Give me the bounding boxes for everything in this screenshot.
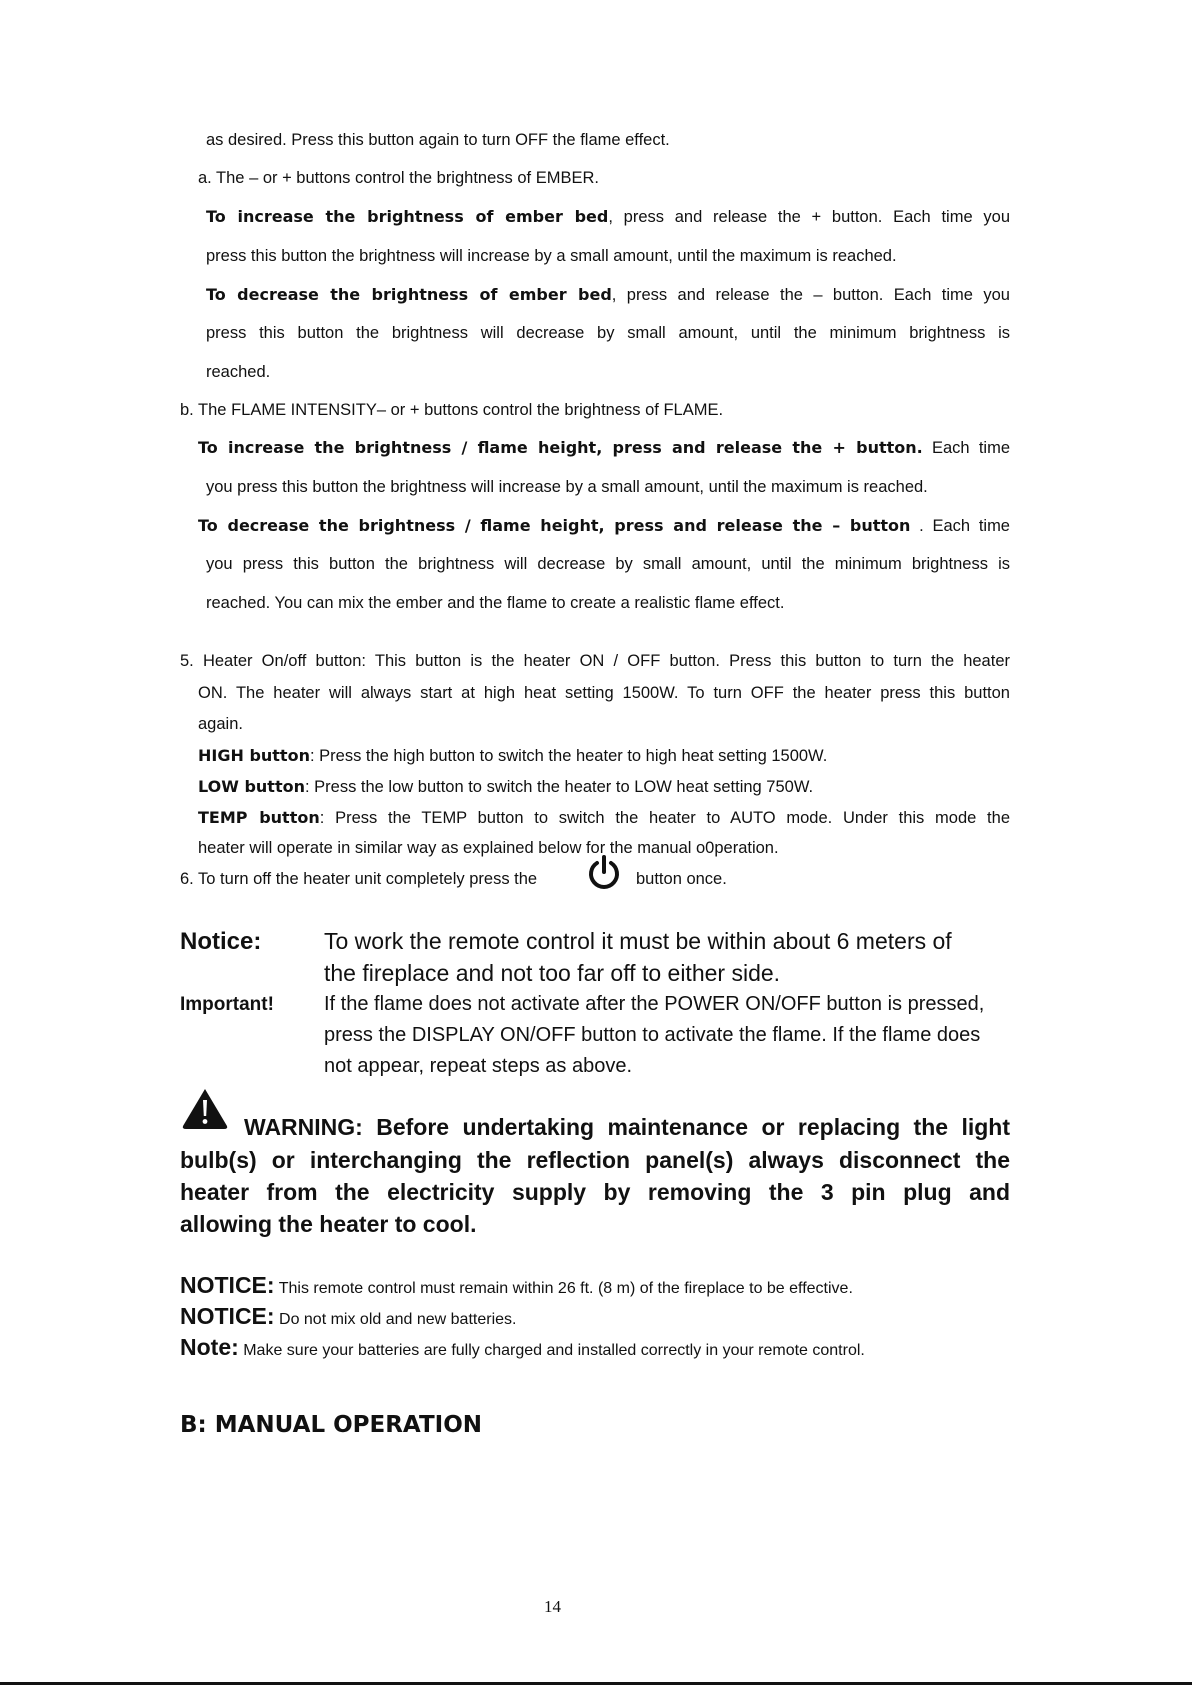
power-icon — [586, 854, 622, 892]
flame-intro: b. The FLAME INTENSITY– or + buttons control the brightness of FLAME. — [180, 401, 724, 419]
low-button-text: : Press the low button to switch the heater to LOW heat setting 750W. — [304, 778, 814, 796]
increase-ember-line — [206, 206, 1010, 228]
temp-button-continuation: heater will operate in similar way as explained below for the manual o0peration. — [198, 839, 779, 857]
notice-text: This remote control must remain within 26 ft. (8 m) of the fireplace to be effective. — [274, 1280, 853, 1297]
heater-line-3: again. — [198, 715, 243, 733]
decrease-flame-heading: To decrease the brightness / flame height, press and release the – button — [198, 516, 911, 535]
important-line-2: press the DISPLAY ON/OFF button to activate the flame. If the flame does — [324, 1024, 981, 1046]
important-line-3: not appear, repeat steps as above. — [324, 1055, 632, 1077]
low-button-label: LOW button — [198, 777, 305, 796]
temp-button-line — [198, 807, 1010, 829]
notice-batteries — [180, 1303, 516, 1330]
important-label: Important! — [180, 994, 274, 1015]
warning-line-2: bulb(s) or interchanging the reflection panel(s) always disconnect the — [180, 1147, 1010, 1173]
increase-flame-heading: To increase the brightness / flame height, press and release the + button. — [198, 438, 923, 457]
turn-off-after: button once. — [636, 870, 727, 888]
note-text: Make sure your batteries are fully charged and installed correctly in your remote control. — [238, 1342, 865, 1359]
high-button-text: : Press the high button to switch the heater to high heat setting 1500W. — [309, 747, 828, 765]
increase-flame-text: Each time — [922, 439, 1010, 457]
note-charged — [180, 1334, 865, 1361]
decrease-flame-continuation: you press this button the brightness will decrease by small amount, until the minimum brightness is — [206, 555, 1010, 573]
page-number: 14 — [544, 1597, 561, 1616]
warning-line-3: heater from the electricity supply by removing the 3 pin plug and — [180, 1179, 1010, 1205]
heater-line-2: ON. The heater will always start at high heat setting 1500W. To turn OFF the heater press this button — [198, 684, 1010, 702]
decrease-ember-line — [206, 284, 1010, 306]
increase-flame-continuation: you press this button the brightness will increase by a small amount, until the maximum is reached. — [206, 478, 928, 496]
important-line-1: If the flame does not activate after the POWER ON/OFF button is pressed, — [324, 993, 985, 1015]
turn-off-before: 6. To turn off the heater unit completely press the — [180, 870, 538, 888]
heater-line-1: 5. Heater On/off button: This button is the heater ON / OFF button. Press this button to turn the heater — [180, 652, 1010, 670]
increase-ember-heading: To increase the brightness of ember bed — [206, 207, 609, 226]
decrease-ember-heading: To decrease the brightness of ember bed — [206, 285, 612, 304]
section-title: B: MANUAL OPERATION — [180, 1412, 482, 1438]
decrease-ember-text: , press and release the – button. Each time you — [611, 286, 1010, 304]
warning-line-1: WARNING: Before undertaking maintenance or replacing the light — [244, 1114, 1010, 1140]
notice-line-2: the fireplace and not too far off to either side. — [324, 960, 781, 986]
warning-triangle-icon — [180, 1087, 230, 1131]
notice-keyword: NOTICE: — [180, 1303, 275, 1329]
decrease-ember-end: reached. — [206, 363, 271, 381]
notice-text: Do not mix old and new batteries. — [274, 1311, 517, 1328]
increase-ember-text: , press and release the + button. Each time you — [608, 208, 1010, 226]
notice-line-1: To work the remote control it must be within about 6 meters of — [324, 928, 952, 954]
notice-label: Notice: — [180, 928, 262, 955]
high-button-line — [198, 745, 827, 767]
increase-ember-continuation: press this button the brightness will increase by a small amount, until the maximum is reached. — [206, 247, 897, 265]
warning-line-4: allowing the heater to cool. — [180, 1211, 477, 1237]
decrease-flame-text: . Each time — [910, 517, 1010, 535]
temp-button-label: TEMP button — [198, 808, 320, 827]
text-line: as desired. Press this button again to turn OFF the flame effect. — [206, 131, 670, 149]
decrease-flame-end: reached. You can mix the ember and the flame to create a realistic flame effect. — [206, 594, 785, 612]
increase-flame-line — [198, 437, 1010, 459]
ember-intro: a. The – or + buttons control the brightness of EMBER. — [198, 169, 599, 187]
note-keyword: Note: — [180, 1334, 239, 1360]
decrease-flame-line — [198, 515, 1010, 537]
notice-keyword: NOTICE: — [180, 1272, 275, 1298]
decrease-ember-continuation: press this button the brightness will decrease by small amount, until the minimum brightness is — [206, 324, 1010, 342]
low-button-line — [198, 776, 813, 798]
high-button-label: HIGH button — [198, 746, 310, 765]
notice-remote-range — [180, 1272, 853, 1299]
temp-button-text: : Press the TEMP button to switch the heater to AUTO mode. Under this mode the — [319, 809, 1010, 827]
